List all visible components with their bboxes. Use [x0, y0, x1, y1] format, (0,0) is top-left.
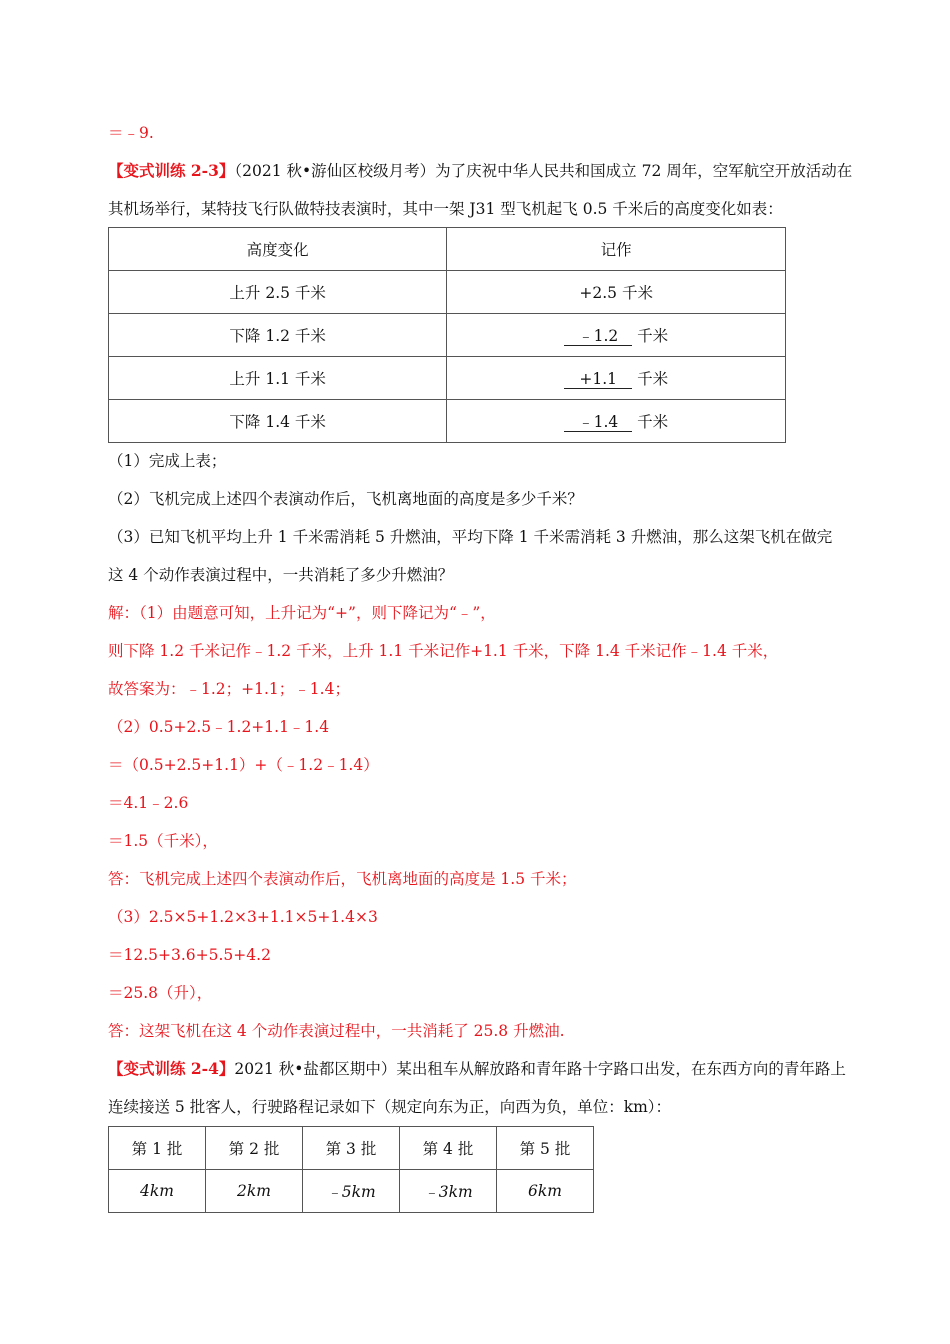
header-record: 记作 — [447, 228, 786, 271]
row-change: 上升 1.1 千米 — [109, 357, 447, 400]
batch-header: 第 4 批 — [399, 1127, 496, 1170]
table-row — [109, 357, 786, 400]
exercise-2-4-intro: 2021 秋•盐都区期中）某出租车从解放路和青年路十字路口出发，在东西方向的青年路上 — [234, 1060, 846, 1078]
result-line: ＝﹣9. — [108, 124, 154, 142]
answer-blank: ﹣1.2 — [564, 327, 632, 346]
header-height-change: 高度变化 — [109, 228, 447, 271]
solution-line: 答：飞机完成上述四个表演动作后，飞机离地面的高度是 1.5 千米； — [108, 870, 577, 888]
solution-line: ＝12.5+3.6+5.5+4.2 — [108, 946, 271, 964]
row-record: +2.5 千米 — [447, 271, 786, 314]
batch-header: 第 3 批 — [303, 1127, 400, 1170]
batch-distance: 4km — [109, 1170, 206, 1213]
row-change: 上升 2.5 千米 — [109, 271, 447, 314]
batch-header: 第 1 批 — [109, 1127, 206, 1170]
exercise-2-3-intro: （2021 秋•游仙区校级月考）为了庆祝中华人民共和国成立 72 周年，空军航空开放活动在 — [234, 162, 853, 180]
exercise-2-4-line-2: 连续接送 5 批客人，行驶路程记录如下（规定向东为正，向西为负，单位：km）： — [108, 1098, 672, 1116]
solution-line: 则下降 1.2 千米记作﹣1.2 千米，上升 1.1 千米记作+1.1 千米，下降 1.4 千米记作﹣1.4 千米， — [108, 642, 779, 660]
answer-blank: ﹣1.4 — [564, 413, 632, 432]
table-row — [109, 1170, 594, 1213]
solution-line: ＝25.8（升）， — [108, 984, 213, 1002]
table-header-row — [109, 228, 786, 271]
exercise-2-3-line-1 — [108, 160, 868, 182]
batch-distance: 2km — [206, 1170, 303, 1213]
table-header-row — [109, 1127, 594, 1170]
solution-line: ＝（0.5+2.5+1.1）+（﹣1.2﹣1.4） — [108, 756, 379, 774]
solution-line: （2）0.5+2.5﹣1.2+1.1﹣1.4 — [108, 718, 330, 736]
solution-line: 答：这架飞机在这 4 个动作表演过程中，一共消耗了 25.8 升燃油. — [108, 1022, 565, 1040]
height-change-table — [108, 227, 786, 443]
row-change: 下降 1.4 千米 — [109, 400, 447, 443]
solution-line: 解：（1）由题意可知，上升记为“+”，则下降记为“﹣”， — [108, 604, 496, 622]
answer-blank: +1.1 — [564, 370, 632, 389]
batch-distance: ﹣3km — [399, 1170, 496, 1213]
batch-distance: 6km — [496, 1170, 593, 1213]
exercise-2-4-line-1 — [108, 1058, 868, 1080]
solution-line: （3）2.5×5+1.2×3+1.1×5+1.4×3 — [108, 908, 378, 926]
question-3-line-1: （3）已知飞机平均上升 1 千米需消耗 5 升燃油，平均下降 1 千米需消耗 3 升燃油，那么这架飞机在做完 — [108, 528, 833, 546]
table-row — [109, 314, 786, 357]
solution-line: ＝1.5（千米）， — [108, 832, 218, 850]
row-record: ﹣1.4 千米 — [447, 400, 786, 443]
exercise-2-3-line-2: 其机场举行，某特技飞行队做特技表演时，其中一架 J31 型飞机起飞 0.5 千米后的高度变化如表： — [108, 200, 783, 218]
exercise-2-4-tag: 【变式训练 2-4】 — [108, 1059, 235, 1078]
solution-line: 故答案为：﹣1.2；+1.1；﹣1.4； — [108, 680, 350, 698]
table-row — [109, 400, 786, 443]
batch-header: 第 2 批 — [206, 1127, 303, 1170]
question-3-line-2: 这 4 个动作表演过程中，一共消耗了多少升燃油？ — [108, 566, 454, 584]
exercise-2-3-tag: 【变式训练 2-3】 — [108, 161, 235, 180]
solution-line: ＝4.1﹣2.6 — [108, 794, 189, 812]
question-2: （2）飞机完成上述四个表演动作后，飞机离地面的高度是多少千米？ — [108, 490, 583, 508]
batch-distance: ﹣5km — [303, 1170, 400, 1213]
row-change: 下降 1.2 千米 — [109, 314, 447, 357]
table-row — [109, 271, 786, 314]
row-record: ﹣1.2 千米 — [447, 314, 786, 357]
question-1: （1）完成上表； — [108, 452, 227, 470]
row-record: +1.1 千米 — [447, 357, 786, 400]
batch-header: 第 5 批 — [496, 1127, 593, 1170]
taxi-trip-table — [108, 1126, 594, 1213]
